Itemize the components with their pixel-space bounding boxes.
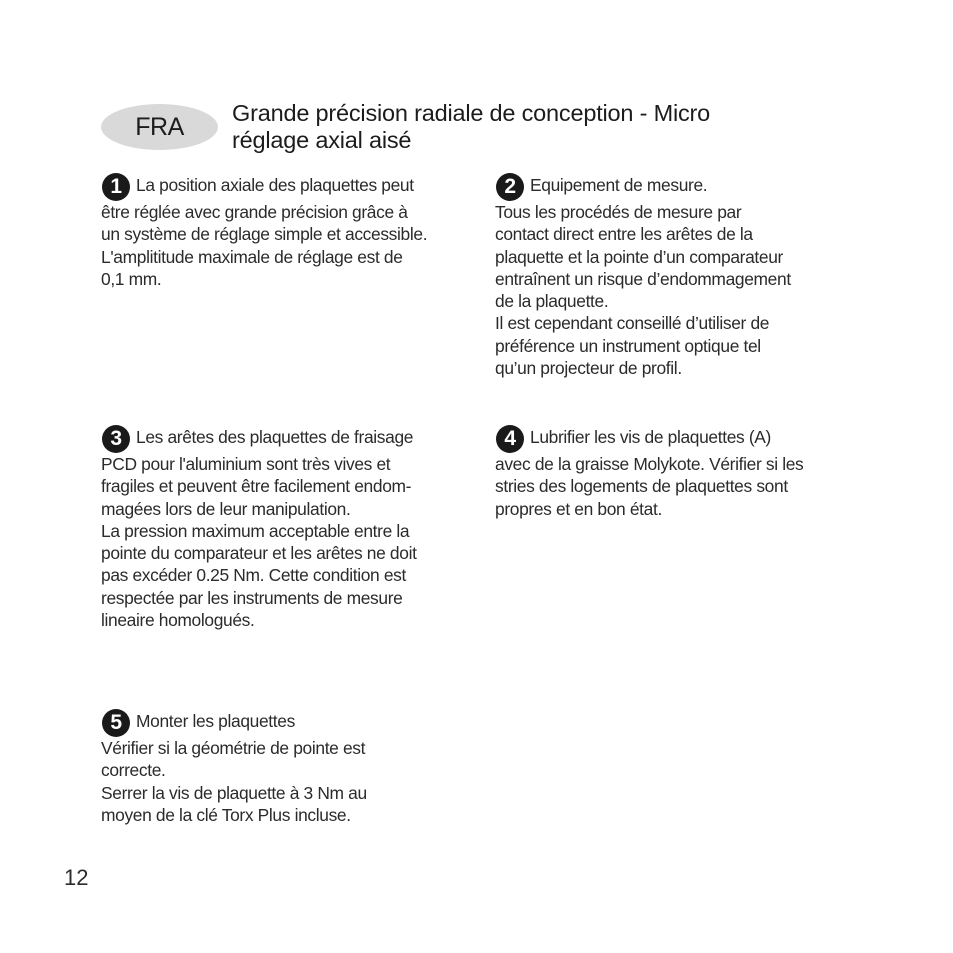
page-number: 12: [64, 865, 89, 890]
step-text: qu’un projecteur de profil.: [495, 358, 682, 379]
step-text: correcte.: [101, 760, 166, 781]
step-text: propres et en bon état.: [495, 498, 662, 519]
step-text: Il est cependant conseillé d’utiliser de: [495, 313, 770, 334]
step-text: Vérifier si la géométrie de pointe est: [101, 738, 366, 758]
language-badge: FRA: [101, 104, 218, 150]
step-text: de la plaquette.: [495, 291, 609, 312]
title-line: Grande précision radiale de conception - Micro: [232, 100, 711, 126]
step-text: La pression maximum acceptable entre la: [101, 520, 410, 541]
step-text: être réglée avec grande précision grâce à: [101, 202, 408, 222]
step-number-badge: 4: [496, 425, 524, 453]
step-5: [101, 709, 491, 826]
step-text: stries des logements de plaquettes sont: [495, 476, 788, 497]
step-2: [495, 173, 865, 379]
title-line: réglage axial aisé: [232, 127, 412, 153]
step-text: moyen de la clé Torx Plus incluse.: [101, 804, 351, 825]
step-text: Les arêtes des plaquettes de fraisage: [136, 426, 414, 447]
step-number-badge: 3: [102, 425, 130, 453]
step-text: La position axiale des plaquettes peut: [136, 174, 414, 195]
step-text: Serrer la vis de plaquette à 3 Nm au: [101, 782, 367, 803]
step-text: pas excéder 0.25 Nm. Cette condition est: [101, 565, 407, 586]
step-text: lineaire homologués.: [101, 610, 255, 631]
step-text: un système de réglage simple et accessible.: [101, 224, 428, 245]
step-text: Tous les procédés de mesure par: [495, 202, 742, 222]
step-text: 0,1 mm.: [101, 268, 162, 289]
step-text: entraînent un risque d’endommagement: [495, 268, 791, 289]
step-text: plaquette et la pointe d’un comparateur: [495, 246, 783, 267]
step-1: [101, 173, 491, 290]
step-text: pointe du comparateur et les arêtes ne doit: [101, 543, 417, 564]
page-title: [232, 100, 832, 154]
step-text: contact direct entre les arêtes de la: [495, 224, 753, 245]
step-number-badge: 2: [496, 173, 524, 201]
step-text: avec de la graisse Molykote. Vérifier si les: [495, 454, 804, 474]
step-text: respectée par les instruments de mesure: [101, 587, 403, 608]
step-text: Monter les plaquettes: [136, 710, 295, 731]
step-text: préférence un instrument optique tel: [495, 335, 761, 356]
step-text: Equipement de mesure.: [530, 174, 708, 195]
step-text: L'amplititude maximale de réglage est de: [101, 246, 403, 267]
step-3: [101, 425, 491, 631]
step-4: [495, 425, 865, 520]
step-text: magées lors de leur manipulation.: [101, 498, 351, 519]
step-text: fragiles et peuvent être facilement endom-: [101, 476, 412, 497]
step-text: Lubrifier les vis de plaquettes (A): [530, 426, 772, 447]
step-number-badge: 1: [102, 173, 130, 201]
step-number-badge: 5: [102, 709, 130, 737]
step-text: PCD pour l'aluminium sont très vives et: [101, 454, 391, 474]
